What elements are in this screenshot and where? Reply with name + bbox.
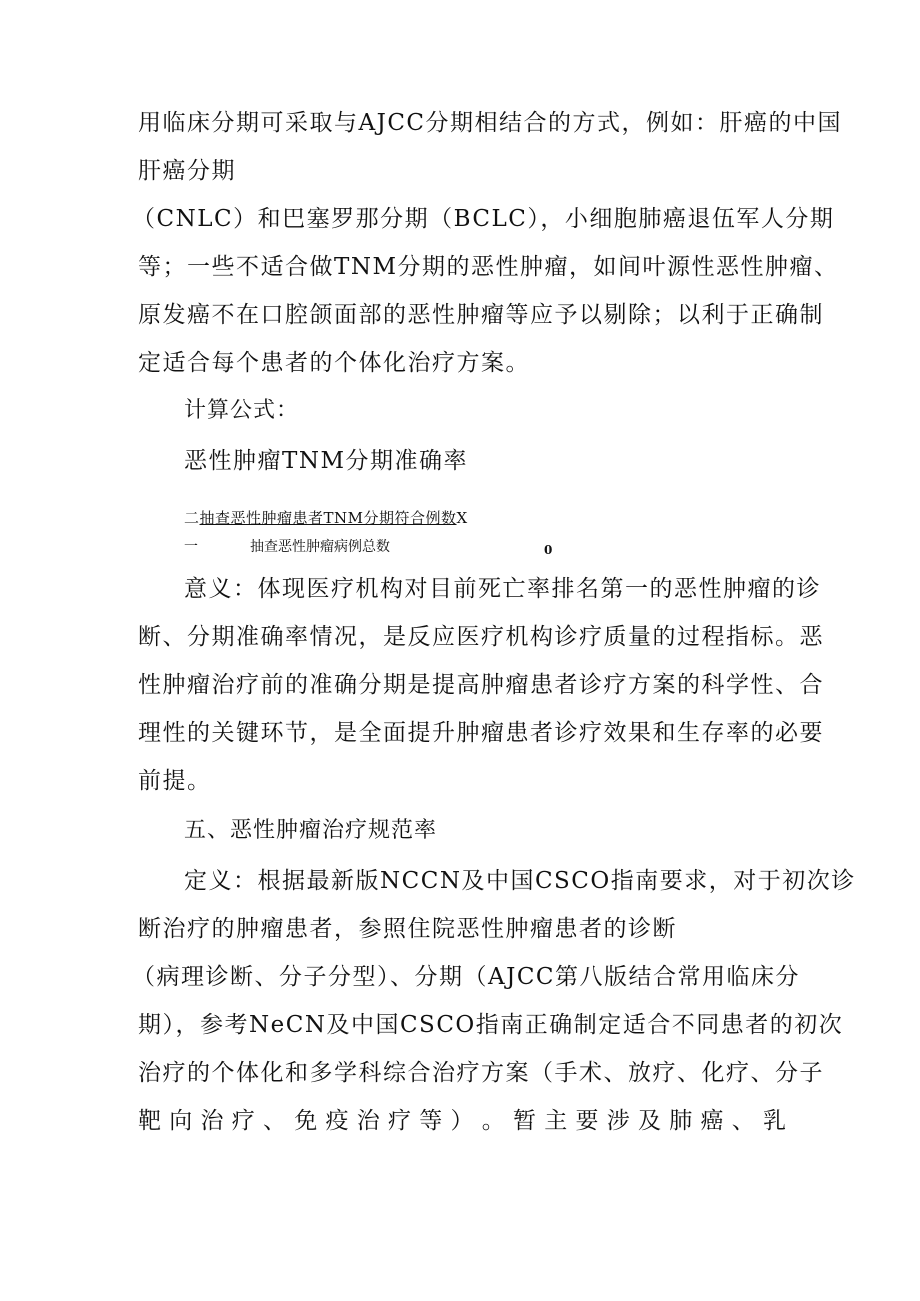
paragraph-line: 前提。 [138, 768, 212, 794]
paragraph-line: 治疗的个体化和多学科综合治疗方案（手术、放疗、化疗、分子 [138, 1060, 824, 1086]
justified-char: 乳 [763, 1108, 786, 1134]
paragraph-line: 定适合每个患者的个体化治疗方案。 [138, 350, 530, 376]
justified-char: 疗 [231, 1108, 255, 1134]
paragraph-line: 性肿瘤治疗前的准确分期是提高肿瘤患者诊疗方案的科学性、合 [138, 672, 824, 698]
justified-char: 、 [263, 1108, 286, 1134]
justified-char: 等 [419, 1108, 443, 1134]
formula-equals: 二 [184, 509, 200, 527]
paragraph-line: 等；一些不适合做TNM分期的恶性肿瘤，如间叶源性恶性肿瘤、 [138, 254, 839, 280]
paragraph-line: 肝癌分期 [138, 158, 236, 184]
paragraph-line: （病理诊断、分子分型）、分期（AJCC第八版结合常用临床分 [132, 964, 801, 990]
paragraph-line: 用临床分期可采取与AJCC分期相结合的方式，例如：肝癌的中国 [138, 110, 843, 136]
section-heading: 五、恶性肿瘤治疗规范率 [184, 818, 438, 843]
formula-denominator [184, 540, 390, 554]
paragraph-line: 期），参考NeCN及中国CSCO指南正确制定适合不同患者的初次 [138, 1012, 844, 1038]
justified-char: 癌 [700, 1108, 724, 1134]
paragraph-line: （CNLC）和巴塞罗那分期（BCLC），小细胞肺癌退伍军人分期 [132, 206, 835, 232]
formula-trailing-zero: 0 [544, 543, 553, 557]
justified-char: 。 [481, 1108, 505, 1134]
paragraph-line: 定义：根据最新版NCCN及中国CSCO指南要求，对于初次诊 [184, 868, 856, 894]
paragraph-line: 意义：体现医疗机构对目前死亡率排名第一的恶性肿瘤的诊 [184, 576, 821, 602]
justified-char: 、 [731, 1108, 755, 1134]
justified-char: 免 [294, 1108, 318, 1134]
formula-dash: 一 [184, 539, 198, 555]
formula-numerator-text: 抽查恶性肿瘤患者TNM分期符合例数 [199, 509, 457, 527]
justified-char: 主 [544, 1108, 568, 1134]
justified-char: 向 [169, 1108, 193, 1134]
formula-name: 恶性肿瘤TNM分期准确率 [184, 448, 469, 474]
formula-multiply: X [456, 509, 468, 527]
justified-char: 要 [575, 1108, 599, 1134]
justified-char: 疗 [388, 1108, 411, 1134]
justified-char: 治 [200, 1108, 224, 1134]
paragraph-line: 原发癌不在口腔颌面部的恶性肿瘤等应予以剔除；以利于正确制 [138, 302, 824, 328]
justified-char: 肺 [669, 1108, 693, 1134]
paragraph-line-justified [138, 1110, 786, 1133]
paragraph-line: 理性的关键环节，是全面提升肿瘤患者诊疗效果和生存率的必要 [138, 720, 824, 746]
formula-denominator-text: 抽查恶性肿瘤病例总数 [250, 539, 390, 555]
justified-char: 靶 [138, 1108, 161, 1134]
paragraph-line: 断治疗的肿瘤患者，参照住院恶性肿瘤患者的诊断 [138, 916, 677, 942]
justified-char: 涉 [606, 1108, 630, 1134]
justified-char: 疫 [325, 1108, 349, 1134]
justified-char: 治 [356, 1108, 380, 1134]
justified-char: 及 [638, 1108, 661, 1134]
justified-char: ） [450, 1108, 474, 1134]
paragraph-line: 断、分期准确率情况，是反应医疗机构诊疗质量的过程指标。恶 [138, 624, 824, 650]
justified-char: 暂 [513, 1108, 536, 1134]
formula-numerator [184, 511, 468, 526]
formula-heading: 计算公式： [184, 398, 300, 423]
